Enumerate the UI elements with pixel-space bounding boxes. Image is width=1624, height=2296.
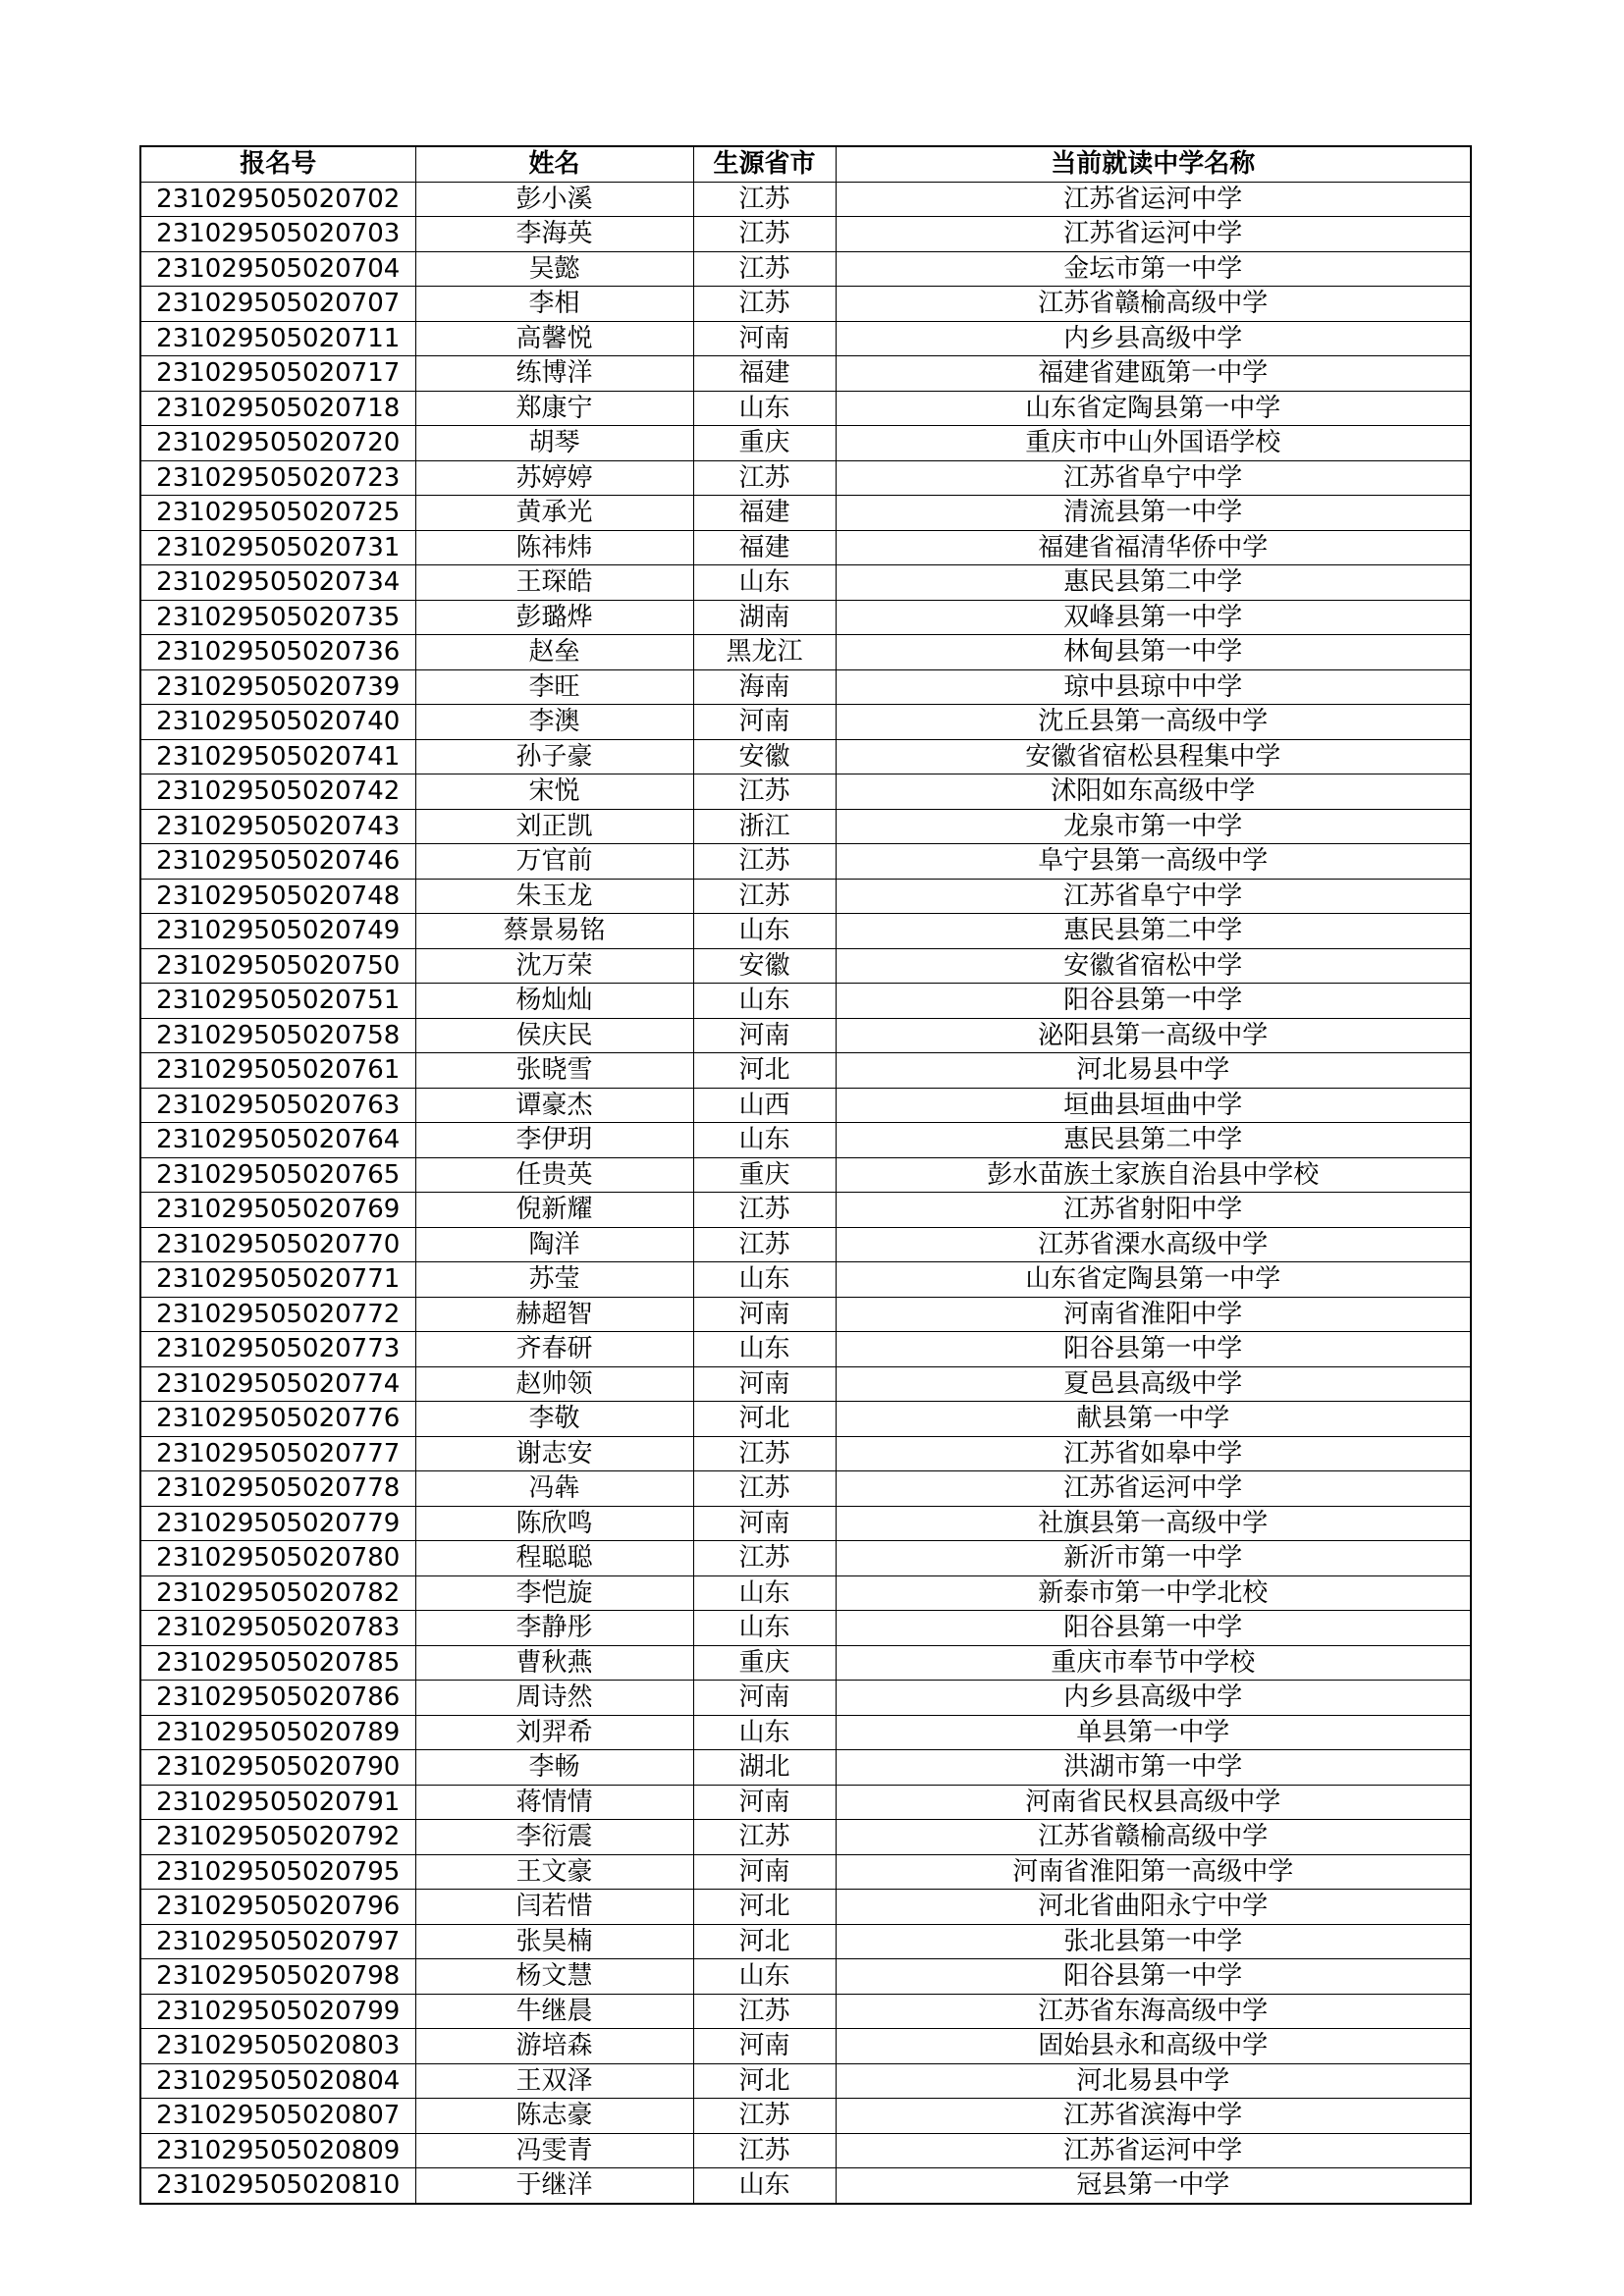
current-school-cell: 江苏省滨海中学 (836, 2099, 1471, 2134)
registration-number-cell: 231029505020725 (140, 496, 415, 531)
table-row (140, 1053, 1471, 1089)
current-school-cell: 河北易县中学 (836, 2063, 1471, 2099)
name-cell: 蔡景易铭 (415, 914, 693, 949)
registration-number-cell: 231029505020771 (140, 1262, 415, 1298)
registration-number-cell: 231029505020790 (140, 1750, 415, 1786)
current-school-cell: 江苏省运河中学 (836, 217, 1471, 252)
table-row (140, 914, 1471, 949)
current-school-cell: 阳谷县第一中学 (836, 1611, 1471, 1646)
table-row (140, 669, 1471, 705)
current-school-cell: 新沂市第一中学 (836, 1541, 1471, 1576)
table-row (140, 1611, 1471, 1646)
origin-province-cell: 江苏 (693, 460, 836, 496)
current-school-cell: 河南省民权县高级中学 (836, 1785, 1471, 1820)
name-cell: 于继洋 (415, 2168, 693, 2204)
name-cell: 赫超智 (415, 1297, 693, 1332)
current-school-cell: 冠县第一中学 (836, 2168, 1471, 2204)
origin-province-cell: 江苏 (693, 217, 836, 252)
current-school-cell: 河北易县中学 (836, 1053, 1471, 1089)
origin-province-cell: 山东 (693, 2168, 836, 2204)
table-row (140, 879, 1471, 914)
registration-number-cell: 231029505020770 (140, 1227, 415, 1262)
name-cell: 李相 (415, 287, 693, 322)
name-cell: 宋悦 (415, 774, 693, 810)
table-row (140, 565, 1471, 601)
name-cell: 程聪聪 (415, 1541, 693, 1576)
name-cell: 李澳 (415, 705, 693, 740)
registration-number-cell: 231029505020748 (140, 879, 415, 914)
current-school-cell: 惠民县第二中学 (836, 1123, 1471, 1158)
origin-province-cell: 河北 (693, 1402, 836, 1437)
current-school-cell: 内乡县高级中学 (836, 321, 1471, 356)
table-row (140, 496, 1471, 531)
table-row (140, 1854, 1471, 1890)
origin-province-cell: 山东 (693, 984, 836, 1019)
table-row (140, 774, 1471, 810)
name-cell: 任贵英 (415, 1157, 693, 1193)
name-cell: 黄承光 (415, 496, 693, 531)
origin-province-cell: 江苏 (693, 287, 836, 322)
registration-number-cell: 231029505020796 (140, 1890, 415, 1925)
current-school-cell: 江苏省如皋中学 (836, 1436, 1471, 1471)
table-row (140, 809, 1471, 844)
table-row (140, 1575, 1471, 1611)
registration-number-cell: 231029505020797 (140, 1924, 415, 1959)
registration-number-cell: 231029505020779 (140, 1506, 415, 1541)
current-school-cell: 江苏省溧水高级中学 (836, 1227, 1471, 1262)
current-school-cell: 单县第一中学 (836, 1715, 1471, 1750)
registration-number-cell: 231029505020723 (140, 460, 415, 496)
current-school-cell: 阜宁县第一高级中学 (836, 844, 1471, 880)
table-row (140, 2099, 1471, 2134)
registration-number-cell: 231029505020807 (140, 2099, 415, 2134)
current-school-cell: 沈丘县第一高级中学 (836, 705, 1471, 740)
registration-number-cell: 231029505020702 (140, 182, 415, 217)
registration-number-cell: 231029505020792 (140, 1820, 415, 1855)
registration-number-cell: 231029505020810 (140, 2168, 415, 2204)
origin-province-cell: 重庆 (693, 1645, 836, 1681)
table-body (140, 182, 1471, 2204)
origin-province-cell: 山东 (693, 1262, 836, 1298)
current-school-cell: 山东省定陶县第一中学 (836, 1262, 1471, 1298)
origin-province-cell: 河南 (693, 321, 836, 356)
current-school-cell: 洪湖市第一中学 (836, 1750, 1471, 1786)
current-school-cell: 江苏省赣榆高级中学 (836, 287, 1471, 322)
table-row (140, 2063, 1471, 2099)
name-cell: 李旺 (415, 669, 693, 705)
name-cell: 王琛皓 (415, 565, 693, 601)
current-school-cell: 河南省淮阳第一高级中学 (836, 1854, 1471, 1890)
origin-province-cell: 江苏 (693, 2099, 836, 2134)
origin-province-cell: 江苏 (693, 1193, 836, 1228)
name-cell: 彭小溪 (415, 182, 693, 217)
registration-number-cell: 231029505020777 (140, 1436, 415, 1471)
registration-number-cell: 231029505020703 (140, 217, 415, 252)
registration-number-cell: 231029505020739 (140, 669, 415, 705)
header-current-school: 当前就读中学名称 (836, 146, 1471, 182)
name-cell: 张晓雪 (415, 1053, 693, 1089)
header-origin-province: 生源省市 (693, 146, 836, 182)
current-school-cell: 夏邑县高级中学 (836, 1366, 1471, 1402)
registration-number-cell: 231029505020743 (140, 809, 415, 844)
current-school-cell: 彭水苗族土家族自治县中学校 (836, 1157, 1471, 1193)
name-cell: 杨灿灿 (415, 984, 693, 1019)
name-cell: 沈万荣 (415, 948, 693, 984)
origin-province-cell: 福建 (693, 530, 836, 565)
name-cell: 赵垒 (415, 635, 693, 670)
current-school-cell: 惠民县第二中学 (836, 914, 1471, 949)
table-row (140, 1297, 1471, 1332)
registration-number-cell: 231029505020749 (140, 914, 415, 949)
registration-number-cell: 231029505020764 (140, 1123, 415, 1158)
table-row (140, 1088, 1471, 1123)
origin-province-cell: 河南 (693, 2029, 836, 2064)
current-school-cell: 琼中县琼中中学 (836, 669, 1471, 705)
table-row (140, 1750, 1471, 1786)
current-school-cell: 内乡县高级中学 (836, 1681, 1471, 1716)
current-school-cell: 龙泉市第一中学 (836, 809, 1471, 844)
registration-number-cell: 231029505020761 (140, 1053, 415, 1089)
name-cell: 王文豪 (415, 1854, 693, 1890)
name-cell: 赵帅领 (415, 1366, 693, 1402)
registration-number-cell: 231029505020803 (140, 2029, 415, 2064)
table-row (140, 1471, 1471, 1507)
header-registration-number: 报名号 (140, 146, 415, 182)
origin-province-cell: 山东 (693, 1575, 836, 1611)
table-row (140, 1332, 1471, 1367)
registration-number-cell: 231029505020707 (140, 287, 415, 322)
origin-province-cell: 河南 (693, 705, 836, 740)
table-row (140, 600, 1471, 635)
name-cell: 胡琴 (415, 426, 693, 461)
name-cell: 周诗然 (415, 1681, 693, 1716)
registration-number-cell: 231029505020783 (140, 1611, 415, 1646)
registration-number-cell: 231029505020741 (140, 739, 415, 774)
registration-number-cell: 231029505020791 (140, 1785, 415, 1820)
registration-number-cell: 231029505020774 (140, 1366, 415, 1402)
table-row (140, 1681, 1471, 1716)
registration-number-cell: 231029505020786 (140, 1681, 415, 1716)
origin-province-cell: 安徽 (693, 948, 836, 984)
registration-number-cell: 231029505020711 (140, 321, 415, 356)
origin-province-cell: 山东 (693, 391, 836, 426)
name-cell: 齐春研 (415, 1332, 693, 1367)
name-cell: 李衍震 (415, 1820, 693, 1855)
registration-number-cell: 231029505020795 (140, 1854, 415, 1890)
table-row (140, 1402, 1471, 1437)
name-cell: 侯庆民 (415, 1018, 693, 1053)
origin-province-cell: 江苏 (693, 2133, 836, 2168)
origin-province-cell: 江苏 (693, 1994, 836, 2029)
origin-province-cell: 河北 (693, 1924, 836, 1959)
registration-number-cell: 231029505020734 (140, 565, 415, 601)
origin-province-cell: 河南 (693, 1785, 836, 1820)
table-row (140, 1785, 1471, 1820)
origin-province-cell: 湖北 (693, 1750, 836, 1786)
origin-province-cell: 江苏 (693, 1436, 836, 1471)
table-row (140, 287, 1471, 322)
name-cell: 李敬 (415, 1402, 693, 1437)
table-row (140, 530, 1471, 565)
current-school-cell: 福建省福清华侨中学 (836, 530, 1471, 565)
name-cell: 陶洋 (415, 1227, 693, 1262)
current-school-cell: 阳谷县第一中学 (836, 984, 1471, 1019)
table-row (140, 948, 1471, 984)
current-school-cell: 泌阳县第一高级中学 (836, 1018, 1471, 1053)
table-row (140, 182, 1471, 217)
current-school-cell: 垣曲县垣曲中学 (836, 1088, 1471, 1123)
name-cell: 苏婷婷 (415, 460, 693, 496)
origin-province-cell: 河北 (693, 2063, 836, 2099)
current-school-cell: 惠民县第二中学 (836, 565, 1471, 601)
registration-number-cell: 231029505020772 (140, 1297, 415, 1332)
registration-number-cell: 231029505020704 (140, 251, 415, 287)
registration-number-cell: 231029505020776 (140, 1402, 415, 1437)
table-row (140, 1262, 1471, 1298)
origin-province-cell: 山东 (693, 1611, 836, 1646)
origin-province-cell: 河南 (693, 1854, 836, 1890)
registration-number-cell: 231029505020769 (140, 1193, 415, 1228)
table-row (140, 1890, 1471, 1925)
registration-number-cell: 231029505020717 (140, 356, 415, 392)
table-row (140, 1994, 1471, 2029)
current-school-cell: 重庆市奉节中学校 (836, 1645, 1471, 1681)
origin-province-cell: 江苏 (693, 1541, 836, 1576)
current-school-cell: 江苏省射阳中学 (836, 1193, 1471, 1228)
table-row (140, 1959, 1471, 1995)
registration-number-cell: 231029505020720 (140, 426, 415, 461)
current-school-cell: 献县第一中学 (836, 1402, 1471, 1437)
registration-number-cell: 231029505020809 (140, 2133, 415, 2168)
table-row (140, 426, 1471, 461)
name-cell: 李畅 (415, 1750, 693, 1786)
current-school-cell: 阳谷县第一中学 (836, 1332, 1471, 1367)
name-cell: 刘羿希 (415, 1715, 693, 1750)
name-cell: 练博洋 (415, 356, 693, 392)
table-row (140, 1436, 1471, 1471)
table-row (140, 2168, 1471, 2204)
origin-province-cell: 江苏 (693, 182, 836, 217)
table-row (140, 217, 1471, 252)
table-row (140, 321, 1471, 356)
origin-province-cell: 山东 (693, 1123, 836, 1158)
name-cell: 蒋情情 (415, 1785, 693, 1820)
name-cell: 冯雯青 (415, 2133, 693, 2168)
registration-number-cell: 231029505020740 (140, 705, 415, 740)
student-list-table (139, 145, 1472, 2205)
registration-number-cell: 231029505020736 (140, 635, 415, 670)
current-school-cell: 林甸县第一中学 (836, 635, 1471, 670)
name-cell: 李伊玥 (415, 1123, 693, 1158)
table-row (140, 1018, 1471, 1053)
name-cell: 杨文慧 (415, 1959, 693, 1995)
name-cell: 闫若惜 (415, 1890, 693, 1925)
origin-province-cell: 河南 (693, 1018, 836, 1053)
current-school-cell: 张北县第一中学 (836, 1924, 1471, 1959)
registration-number-cell: 231029505020735 (140, 600, 415, 635)
name-cell: 牛继晨 (415, 1994, 693, 2029)
origin-province-cell: 河南 (693, 1297, 836, 1332)
table-row (140, 1924, 1471, 1959)
origin-province-cell: 山东 (693, 914, 836, 949)
current-school-cell: 金坛市第一中学 (836, 251, 1471, 287)
origin-province-cell: 河北 (693, 1053, 836, 1089)
origin-province-cell: 海南 (693, 669, 836, 705)
table-row (140, 1541, 1471, 1576)
current-school-cell: 江苏省东海高级中学 (836, 1994, 1471, 2029)
origin-province-cell: 重庆 (693, 1157, 836, 1193)
current-school-cell: 新泰市第一中学北校 (836, 1575, 1471, 1611)
origin-province-cell: 重庆 (693, 426, 836, 461)
origin-province-cell: 江苏 (693, 844, 836, 880)
origin-province-cell: 河南 (693, 1681, 836, 1716)
current-school-cell: 沭阳如东高级中学 (836, 774, 1471, 810)
registration-number-cell: 231029505020731 (140, 530, 415, 565)
origin-province-cell: 福建 (693, 496, 836, 531)
table-row (140, 1820, 1471, 1855)
table-row (140, 1366, 1471, 1402)
registration-number-cell: 231029505020798 (140, 1959, 415, 1995)
origin-province-cell: 江苏 (693, 1820, 836, 1855)
current-school-cell: 江苏省阜宁中学 (836, 460, 1471, 496)
name-cell: 曹秋燕 (415, 1645, 693, 1681)
name-cell: 李海英 (415, 217, 693, 252)
origin-province-cell: 浙江 (693, 809, 836, 844)
name-cell: 李静彤 (415, 1611, 693, 1646)
current-school-cell: 福建省建瓯第一中学 (836, 356, 1471, 392)
origin-province-cell: 安徽 (693, 739, 836, 774)
origin-province-cell: 江苏 (693, 879, 836, 914)
table-row (140, 984, 1471, 1019)
registration-number-cell: 231029505020751 (140, 984, 415, 1019)
table-row (140, 1227, 1471, 1262)
registration-number-cell: 231029505020778 (140, 1471, 415, 1507)
current-school-cell: 江苏省运河中学 (836, 2133, 1471, 2168)
current-school-cell: 河北省曲阳永宁中学 (836, 1890, 1471, 1925)
registration-number-cell: 231029505020789 (140, 1715, 415, 1750)
current-school-cell: 安徽省宿松县程集中学 (836, 739, 1471, 774)
table-row (140, 1193, 1471, 1228)
table-row (140, 1506, 1471, 1541)
origin-province-cell: 山西 (693, 1088, 836, 1123)
table-row (140, 2029, 1471, 2064)
origin-province-cell: 河南 (693, 1366, 836, 1402)
name-cell: 彭璐烨 (415, 600, 693, 635)
current-school-cell: 重庆市中山外国语学校 (836, 426, 1471, 461)
origin-province-cell: 江苏 (693, 251, 836, 287)
name-cell: 冯犇 (415, 1471, 693, 1507)
current-school-cell: 江苏省运河中学 (836, 1471, 1471, 1507)
table-row (140, 844, 1471, 880)
origin-province-cell: 山东 (693, 1332, 836, 1367)
current-school-cell: 河南省淮阳中学 (836, 1297, 1471, 1332)
origin-province-cell: 河北 (693, 1890, 836, 1925)
table-row (140, 1157, 1471, 1193)
header-name: 姓名 (415, 146, 693, 182)
table-row (140, 391, 1471, 426)
current-school-cell: 固始县永和高级中学 (836, 2029, 1471, 2064)
registration-number-cell: 231029505020799 (140, 1994, 415, 2029)
origin-province-cell: 河南 (693, 1506, 836, 1541)
registration-number-cell: 231029505020758 (140, 1018, 415, 1053)
name-cell: 陈欣鸣 (415, 1506, 693, 1541)
header-row (140, 146, 1471, 182)
origin-province-cell: 江苏 (693, 1471, 836, 1507)
name-cell: 游培森 (415, 2029, 693, 2064)
table-row (140, 356, 1471, 392)
table-row (140, 460, 1471, 496)
name-cell: 郑康宁 (415, 391, 693, 426)
name-cell: 谭豪杰 (415, 1088, 693, 1123)
registration-number-cell: 231029505020718 (140, 391, 415, 426)
origin-province-cell: 福建 (693, 356, 836, 392)
name-cell: 王双泽 (415, 2063, 693, 2099)
table-row (140, 739, 1471, 774)
name-cell: 孙子豪 (415, 739, 693, 774)
current-school-cell: 阳谷县第一中学 (836, 1959, 1471, 1995)
current-school-cell: 社旗县第一高级中学 (836, 1506, 1471, 1541)
table-row (140, 1123, 1471, 1158)
table-row (140, 251, 1471, 287)
name-cell: 刘正凯 (415, 809, 693, 844)
registration-number-cell: 231029505020804 (140, 2063, 415, 2099)
name-cell: 张昊楠 (415, 1924, 693, 1959)
registration-number-cell: 231029505020742 (140, 774, 415, 810)
registration-number-cell: 231029505020782 (140, 1575, 415, 1611)
registration-number-cell: 231029505020750 (140, 948, 415, 984)
current-school-cell: 安徽省宿松中学 (836, 948, 1471, 984)
registration-number-cell: 231029505020780 (140, 1541, 415, 1576)
registration-number-cell: 231029505020763 (140, 1088, 415, 1123)
registration-number-cell: 231029505020773 (140, 1332, 415, 1367)
origin-province-cell: 江苏 (693, 774, 836, 810)
table-row (140, 635, 1471, 670)
current-school-cell: 清流县第一中学 (836, 496, 1471, 531)
registration-number-cell: 231029505020785 (140, 1645, 415, 1681)
current-school-cell: 江苏省运河中学 (836, 182, 1471, 217)
current-school-cell: 双峰县第一中学 (836, 600, 1471, 635)
name-cell: 倪新耀 (415, 1193, 693, 1228)
name-cell: 朱玉龙 (415, 879, 693, 914)
origin-province-cell: 山东 (693, 565, 836, 601)
origin-province-cell: 山东 (693, 1715, 836, 1750)
registration-number-cell: 231029505020765 (140, 1157, 415, 1193)
name-cell: 谢志安 (415, 1436, 693, 1471)
name-cell: 万官前 (415, 844, 693, 880)
table-row (140, 705, 1471, 740)
origin-province-cell: 黑龙江 (693, 635, 836, 670)
name-cell: 吴懿 (415, 251, 693, 287)
name-cell: 高馨悦 (415, 321, 693, 356)
origin-province-cell: 江苏 (693, 1227, 836, 1262)
registration-number-cell: 231029505020746 (140, 844, 415, 880)
origin-province-cell: 湖南 (693, 600, 836, 635)
name-cell: 李恺旋 (415, 1575, 693, 1611)
name-cell: 陈志豪 (415, 2099, 693, 2134)
table-row (140, 1715, 1471, 1750)
name-cell: 苏莹 (415, 1262, 693, 1298)
current-school-cell: 江苏省赣榆高级中学 (836, 1820, 1471, 1855)
table-row (140, 1645, 1471, 1681)
current-school-cell: 江苏省阜宁中学 (836, 879, 1471, 914)
table-row (140, 2133, 1471, 2168)
origin-province-cell: 山东 (693, 1959, 836, 1995)
name-cell: 陈祎炜 (415, 530, 693, 565)
current-school-cell: 山东省定陶县第一中学 (836, 391, 1471, 426)
